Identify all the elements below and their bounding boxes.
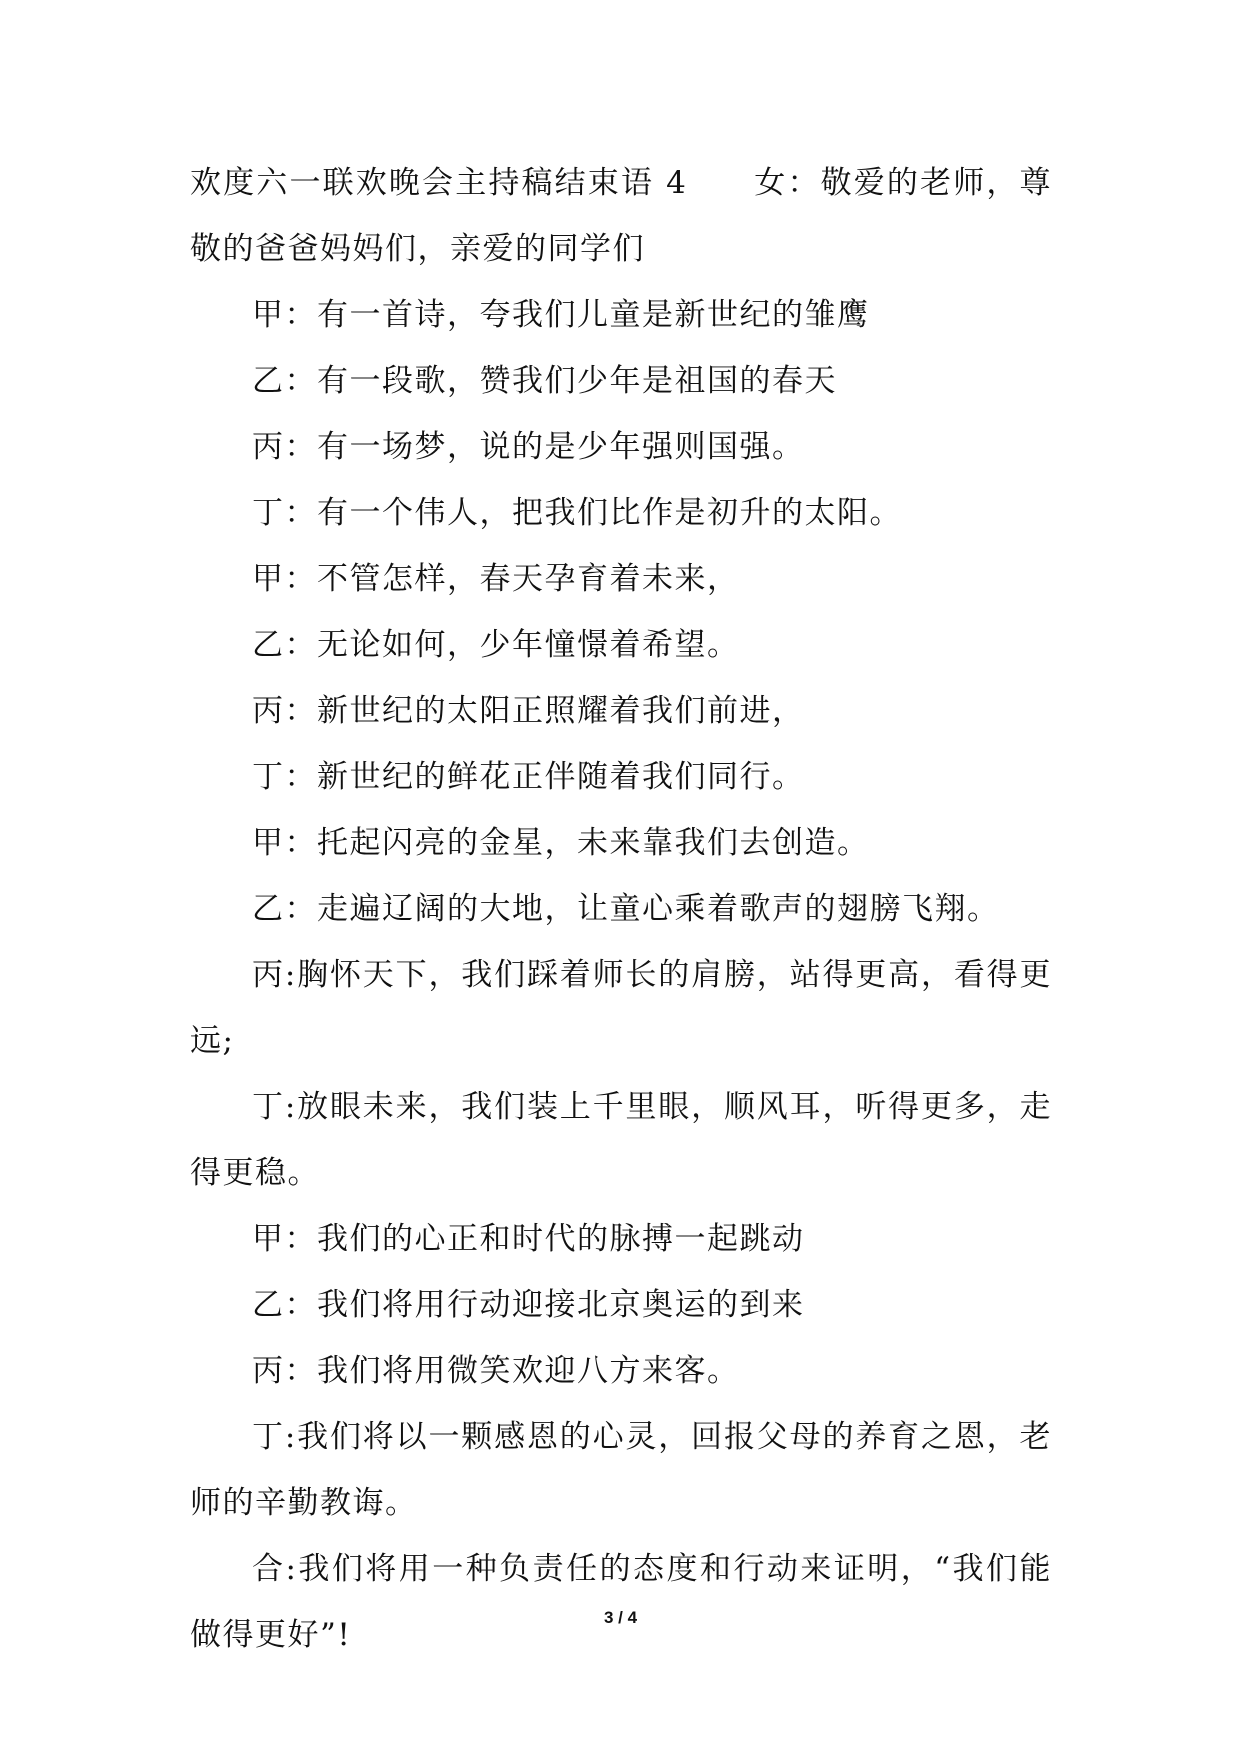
paragraph-line: 丁：新世纪的鲜花正伴随着我们同行。 [252,759,805,795]
paragraph-line: 丙：新世纪的太阳正照耀着我们前进， [252,693,805,729]
paragraph-line: 丙：有一场梦，说的是少年强则国强。 [252,429,805,465]
paragraph-line: 甲：有一首诗，夸我们儿童是新世纪的雏鹰 [252,297,870,333]
document-body [190,150,1052,1668]
paragraph-line: 甲：托起闪亮的金星，未来靠我们去创造。 [252,825,870,861]
paragraph-line: 乙：我们将用行动迎接北京奥运的到来 [252,1287,805,1323]
paragraph-line: 甲：我们的心正和时代的脉搏一起跳动 [252,1221,805,1257]
paragraph-line: 丁：有一个伟人，把我们比作是初升的太阳。 [252,495,902,531]
paragraph-line: 丁:放眼未来，我们装上千里眼，顺风耳，听得更多，走得更稳。 [190,1089,1052,1191]
paragraph-title: 欢度六一联欢晚会主持稿结束语 4 女：敬爱的老师，尊敬的爸爸妈妈们，亲爱的同学们 [190,165,1052,267]
paragraph-line: 合:我们将用一种负责任的态度和行动来证明，“我们能做得更好”! [190,1551,1052,1653]
paragraph-line: 丙：我们将用微笑欢迎八方来客。 [252,1353,740,1389]
paragraph-line: 乙：走遍辽阔的大地，让童心乘着歌声的翅膀飞翔。 [252,891,1000,927]
paragraph-line: 乙：无论如何，少年憧憬着希望。 [252,627,740,663]
paragraph-line: 乙：有一段歌，赞我们少年是祖国的春天 [252,363,837,399]
paragraph-line: 甲：不管怎样，春天孕育着未来， [252,561,740,597]
paragraph-line: 丁:我们将以一颗感恩的心灵，回报父母的养育之恩，老师的辛勤教诲。 [190,1419,1052,1521]
paragraph-line: 丙:胸怀天下，我们踩着师长的肩膀，站得更高，看得更远; [190,957,1052,1059]
page-number: 3 / 4 [603,1608,638,1627]
